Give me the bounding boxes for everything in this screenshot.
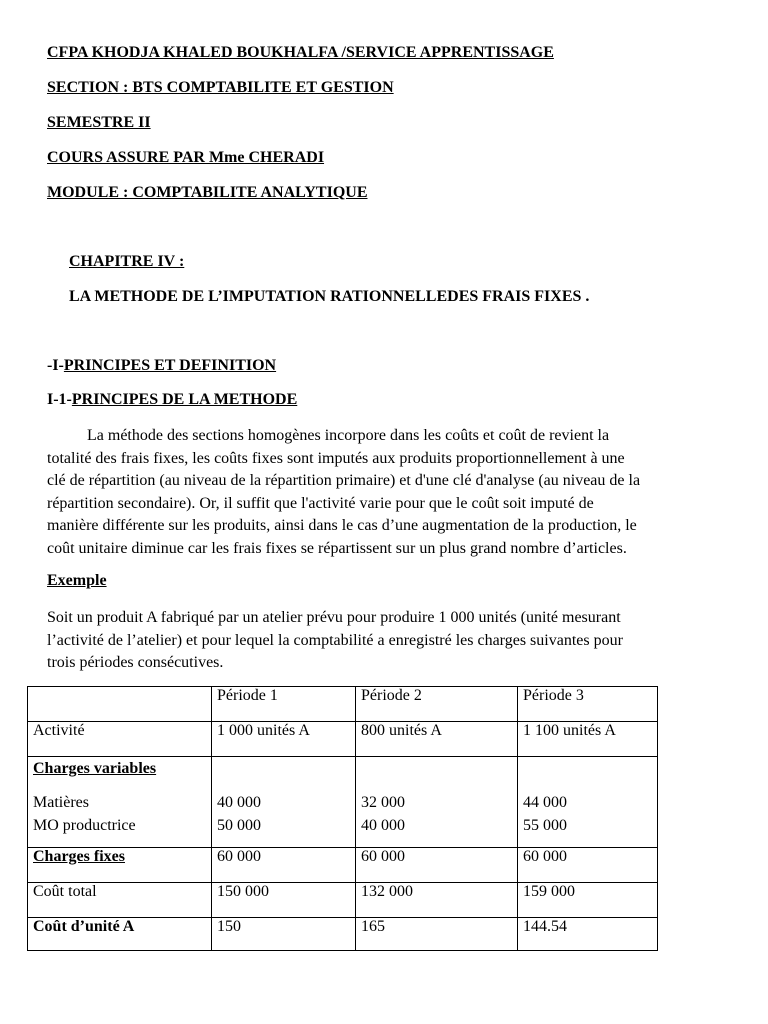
header-section: SECTION : BTS COMPTABILITE ET GESTION xyxy=(47,79,394,96)
section-1-heading xyxy=(47,357,276,375)
paragraph-principles xyxy=(47,425,727,560)
paragraph-line: trois périodes consécutives. xyxy=(47,654,224,671)
value-mo: 55 000 xyxy=(523,817,567,834)
table-cell xyxy=(212,757,356,848)
table-header-cell: Période 3 xyxy=(518,687,658,722)
paragraph-line: l’activité de l’atelier) et pour lequel la comptabilité a enregistré les charges suivantes pour xyxy=(47,631,623,649)
table-row-activite xyxy=(28,722,658,757)
table-row-charges-fixes xyxy=(28,848,658,883)
value-mo: 50 000 xyxy=(217,817,261,834)
table-cell: 150 xyxy=(212,918,356,951)
row-label: Coût d’unité A xyxy=(28,918,212,951)
row-label: Coût total xyxy=(28,883,212,918)
row-label-group xyxy=(28,757,212,848)
row-label: Charges variables xyxy=(33,760,157,777)
table-cell: 60 000 xyxy=(518,848,658,883)
header-module: MODULE : COMPTABILITE ANALYTIQUE xyxy=(47,184,368,201)
value-matieres: 40 000 xyxy=(217,794,261,811)
paragraph-line: coût unitaire diminue car les frais fixes se répartissent sur un plus grand nombre d’articles. xyxy=(47,539,627,557)
paragraph-line: clé de répartition (au niveau de la répartition primaire) et d'une clé d'analyse (au niveau de la xyxy=(47,472,641,489)
section-1-1-prefix: I-1- xyxy=(47,391,72,408)
table-cell: 159 000 xyxy=(518,883,658,918)
table-cell: 132 000 xyxy=(356,883,518,918)
section-1-1-title: PRINCIPES DE LA METHODE xyxy=(71,391,298,408)
table-cell: 60 000 xyxy=(212,848,356,883)
table-cell xyxy=(356,757,518,848)
row-sublabel-matieres: Matières xyxy=(33,794,89,811)
header-teacher: COURS ASSURE PAR Mme CHERADI xyxy=(47,149,325,166)
table-cell: 1 100 unités A xyxy=(518,722,658,757)
paragraph-example xyxy=(47,607,727,675)
table-cell xyxy=(518,757,658,848)
value-mo: 40 000 xyxy=(361,817,405,834)
header-semester: SEMESTRE II xyxy=(47,114,151,131)
paragraph-line: manière différente sur les produits, ainsi dans le cas d’une augmentation de la production, le xyxy=(47,517,637,534)
chapter-title: LA METHODE DE L’IMPUTATION RATIONNELLEDES FRAIS FIXES . xyxy=(69,288,590,305)
table-cell: 800 unités A xyxy=(356,722,518,757)
value-matieres: 32 000 xyxy=(361,794,405,811)
table-row-charges-variables xyxy=(28,757,658,848)
paragraph-line: totalité des frais fixes, les coûts fixes sont imputés aux produits proportionnellement à une xyxy=(47,449,625,467)
table-cell: 165 xyxy=(356,918,518,951)
table-header-cell: Période 2 xyxy=(356,687,518,722)
cost-table xyxy=(27,686,658,951)
header-institution: CFPA KHODJA KHALED BOUKHALFA /SERVICE APPRENTISSAGE xyxy=(47,44,554,61)
paragraph-line: Soit un produit A fabriqué par un atelier prévu pour produire 1 000 unités (unité mesurant xyxy=(47,609,621,626)
paragraph-line: répartition secondaire). Or, il suffit que l'activité varie pour que le coût soit imputé de xyxy=(47,494,594,512)
row-sublabel-mo: MO productrice xyxy=(33,817,136,834)
table-row-cout-unite xyxy=(28,918,658,951)
table-cell: 150 000 xyxy=(212,883,356,918)
section-1-1-heading xyxy=(47,391,297,409)
table-cell: 1 000 unités A xyxy=(212,722,356,757)
chapter-label: CHAPITRE IV : xyxy=(69,253,185,270)
table-header-cell: Période 1 xyxy=(212,687,356,722)
table-header-cell xyxy=(28,687,212,722)
row-label: Activité xyxy=(28,722,212,757)
section-1-title: PRINCIPES ET DEFINITION xyxy=(63,357,277,374)
paragraph-line: La méthode des sections homogènes incorpore dans les coûts et coût de revient la xyxy=(87,427,610,444)
table-header-row xyxy=(28,687,658,722)
table-cell: 144.54 xyxy=(518,918,658,951)
value-matieres: 44 000 xyxy=(523,794,567,811)
table-cell: 60 000 xyxy=(356,848,518,883)
section-1-prefix: -I- xyxy=(47,357,64,374)
table-row-cout-total xyxy=(28,883,658,918)
row-label: Charges fixes xyxy=(28,848,212,883)
example-label: Exemple xyxy=(47,572,107,589)
